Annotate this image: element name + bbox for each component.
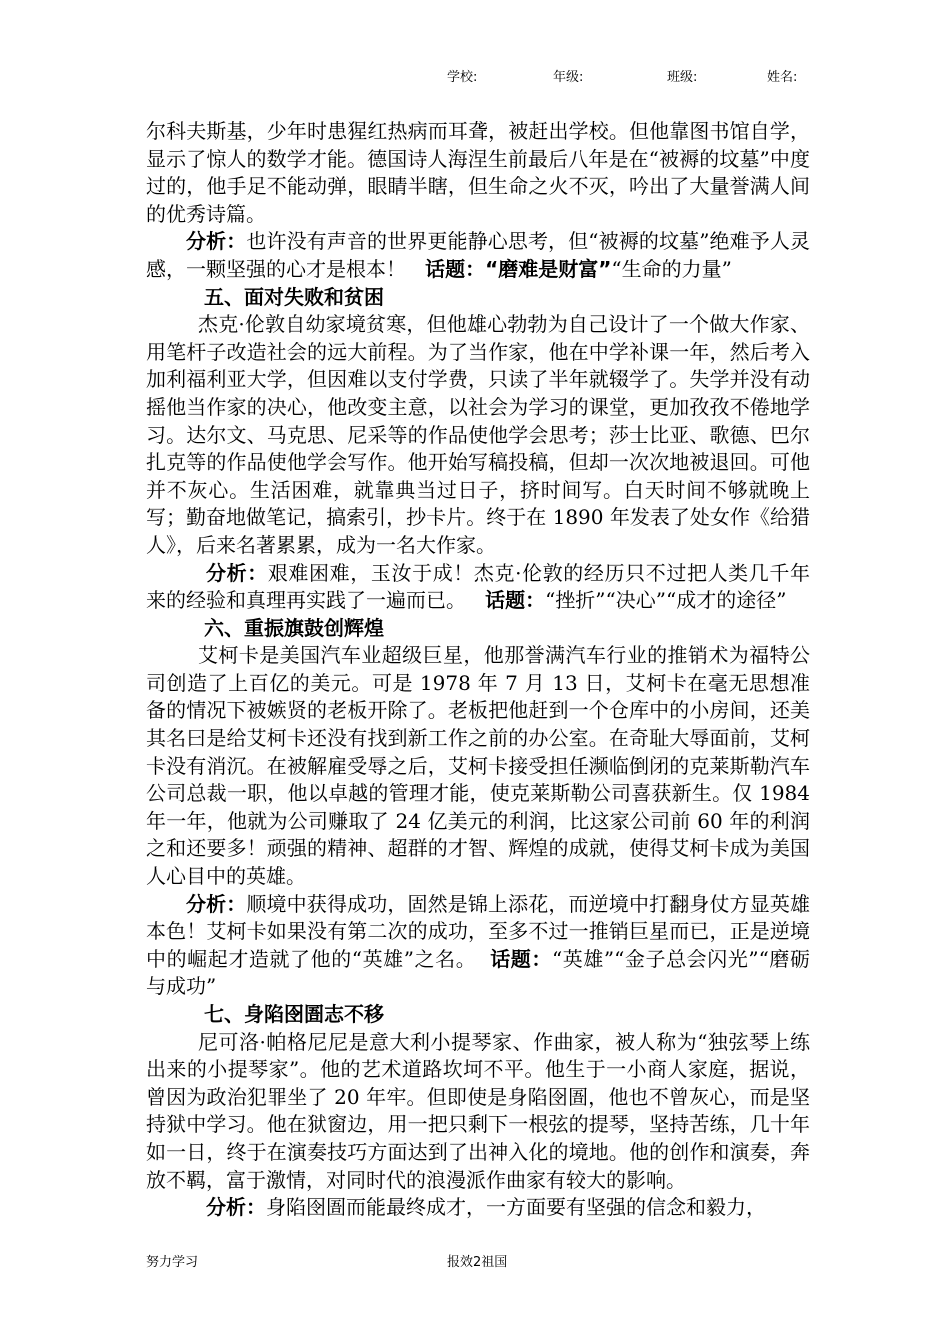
story-paragraph-5: 杰克·伦敦自幼家境贫寒，但他雄心勃勃为自己设计了一个做大作家、用笔杆子改造社会的远大前程。为了当作家，他在中学补课一年，然后考入加利福利亚大学，但因难以支付学费，只读了半年就辍学了。失学并没有动摇他当作家的决心，他改变主意，以社会为学习的课堂，更加孜孜不倦地学习。达尔文、马克思、尼采等的作品使他学会思考；莎士比亚、歌德、巴尔扎克等的作品使他学会写作。他开始写稿投稿，但却一次次地被退回。可他并不灰心。生活困难，就靠典当过日子，挤时间写。白天时间不够就晚上写；勤奋地做笔记，搞索引，抄卡片。终于在 1890 年发表了处女作《给猎人》，后来名著累累，成为一名大作家。 bbox=[146, 312, 810, 557]
header-school-label: 学校: bbox=[447, 70, 478, 85]
header-name-label: 姓名: bbox=[767, 70, 798, 85]
analysis-label: 分析： bbox=[206, 560, 268, 585]
paragraph-continuation: 尔科夫斯基，少年时患猩红热病而耳聋，被赶出学校。但他靠图书馆自学，显示了惊人的数学才能。德国诗人海涅生前最后八年是在“被褥的坟墓”中度过的，他手足不能动弹，眼睛半瞎，但生命之火不灭，吟出了大量誉满人间的优秀诗篇。 bbox=[146, 119, 810, 226]
story-paragraph-6: 艾柯卡是美国汽车业超级巨星，他那誉满汽车行业的推销术为福特公司创造了上百亿的美元。可是 1978 年 7 月 13 日，艾柯卡在毫无思想准备的情况下被嫉贤的老板开除了。老板把他赶到一个仓库中的小房间，还美其名曰是给艾柯卡还没有找到新工作之前的办公室。在奇耻大辱面前，艾柯卡没有消沉。在被解雇受辱之后，艾柯卡接受担任濒临倒闭的克莱斯勒汽车公司总裁一职，他以卓越的管理才能，使克莱斯勒公司喜获新生。仅 1984 年一年，他就为公司赚取了 24 亿美元的利润，比这家公司前 60 年的利润之和还要多！顽强的精神、超群的才智、辉煌的成就，使得艾柯卡成为美国人心目中的英雄。 bbox=[146, 643, 810, 889]
analysis-paragraph-7 bbox=[146, 1194, 810, 1222]
topic-label: 话题： bbox=[485, 588, 546, 613]
topic-list: “挫折”“决心”“成才的途径” bbox=[545, 588, 787, 613]
topic-list: “英雄”“金子总会闪光”“磨砺与成功” bbox=[146, 946, 811, 999]
header-grade-label: 年级: bbox=[553, 70, 584, 85]
page-footer bbox=[0, 1251, 950, 1271]
analysis-paragraph-5 bbox=[146, 560, 810, 615]
section-heading-7: 七、身陷囹圄志不移 bbox=[204, 1002, 384, 1026]
analysis-paragraph-1 bbox=[146, 228, 810, 283]
page-header bbox=[0, 66, 950, 88]
analysis-label: 分析： bbox=[186, 229, 247, 254]
analysis-label: 分析： bbox=[206, 1195, 266, 1220]
header-class-label: 班级: bbox=[667, 70, 698, 85]
document-body bbox=[146, 118, 810, 1222]
topic-item: “磨难是财富” bbox=[485, 256, 612, 281]
footer-middle-text: 报效2祖国 bbox=[447, 1255, 508, 1270]
analysis-label: 分析： bbox=[186, 891, 247, 916]
analysis-paragraph-6 bbox=[146, 891, 810, 1001]
analysis-text: 身陷囹圄而能最终成才，一方面要有坚强的信念和毅力， bbox=[266, 1195, 766, 1220]
footer-left-text: 努力学习 bbox=[146, 1255, 199, 1270]
analysis-text: 顺境中获得成功，固然是锦上添花，而逆境中打翻身仗方显英雄本色！艾柯卡如果没有第二次的成功，至多不过一推销巨星而已，正是逆境中的崛起才造就了他的“英雄”之名。 bbox=[146, 891, 811, 971]
story-paragraph-7: 尼可洛·帕格尼尼是意大利小提琴家、作曲家，被人称为“独弦琴上练出来的小提琴家”。他的艺术道路坎坷不平。他生于一小商人家庭，据说，曾因为政治犯罪坐了 20 年牢。但即使是身陷囹圄，他也不曾灰心，而是坚持狱中学习。他在狱窗边，用一把只剩下一根弦的提琴，坚持苦练，几十年如一日，终于在演奏技巧方面达到了出神入化的境地。他的创作和演奏，奔放不羁，富于激情，对同时代的浪漫派作曲家有较大的影响。 bbox=[146, 1029, 810, 1192]
topic-label: 话题： bbox=[490, 946, 552, 971]
analysis-text: 也许没有声音的世界更能静心思考，但“被褥的坟墓”绝难予人灵感，一颗坚强的心才是根本！ bbox=[146, 229, 810, 281]
topic-item: “生命的力量” bbox=[611, 256, 732, 281]
section-heading-6: 六、重振旗鼓创辉煌 bbox=[204, 615, 384, 640]
section-heading-5: 五、面对失败和贫困 bbox=[204, 284, 384, 309]
topic-label: 话题： bbox=[425, 256, 486, 281]
analysis-text: 艰难困难，玉汝于成！杰克·伦敦的经历只不过把人类几千年来的经验和真理再实践了一遍而已。 bbox=[146, 560, 811, 613]
